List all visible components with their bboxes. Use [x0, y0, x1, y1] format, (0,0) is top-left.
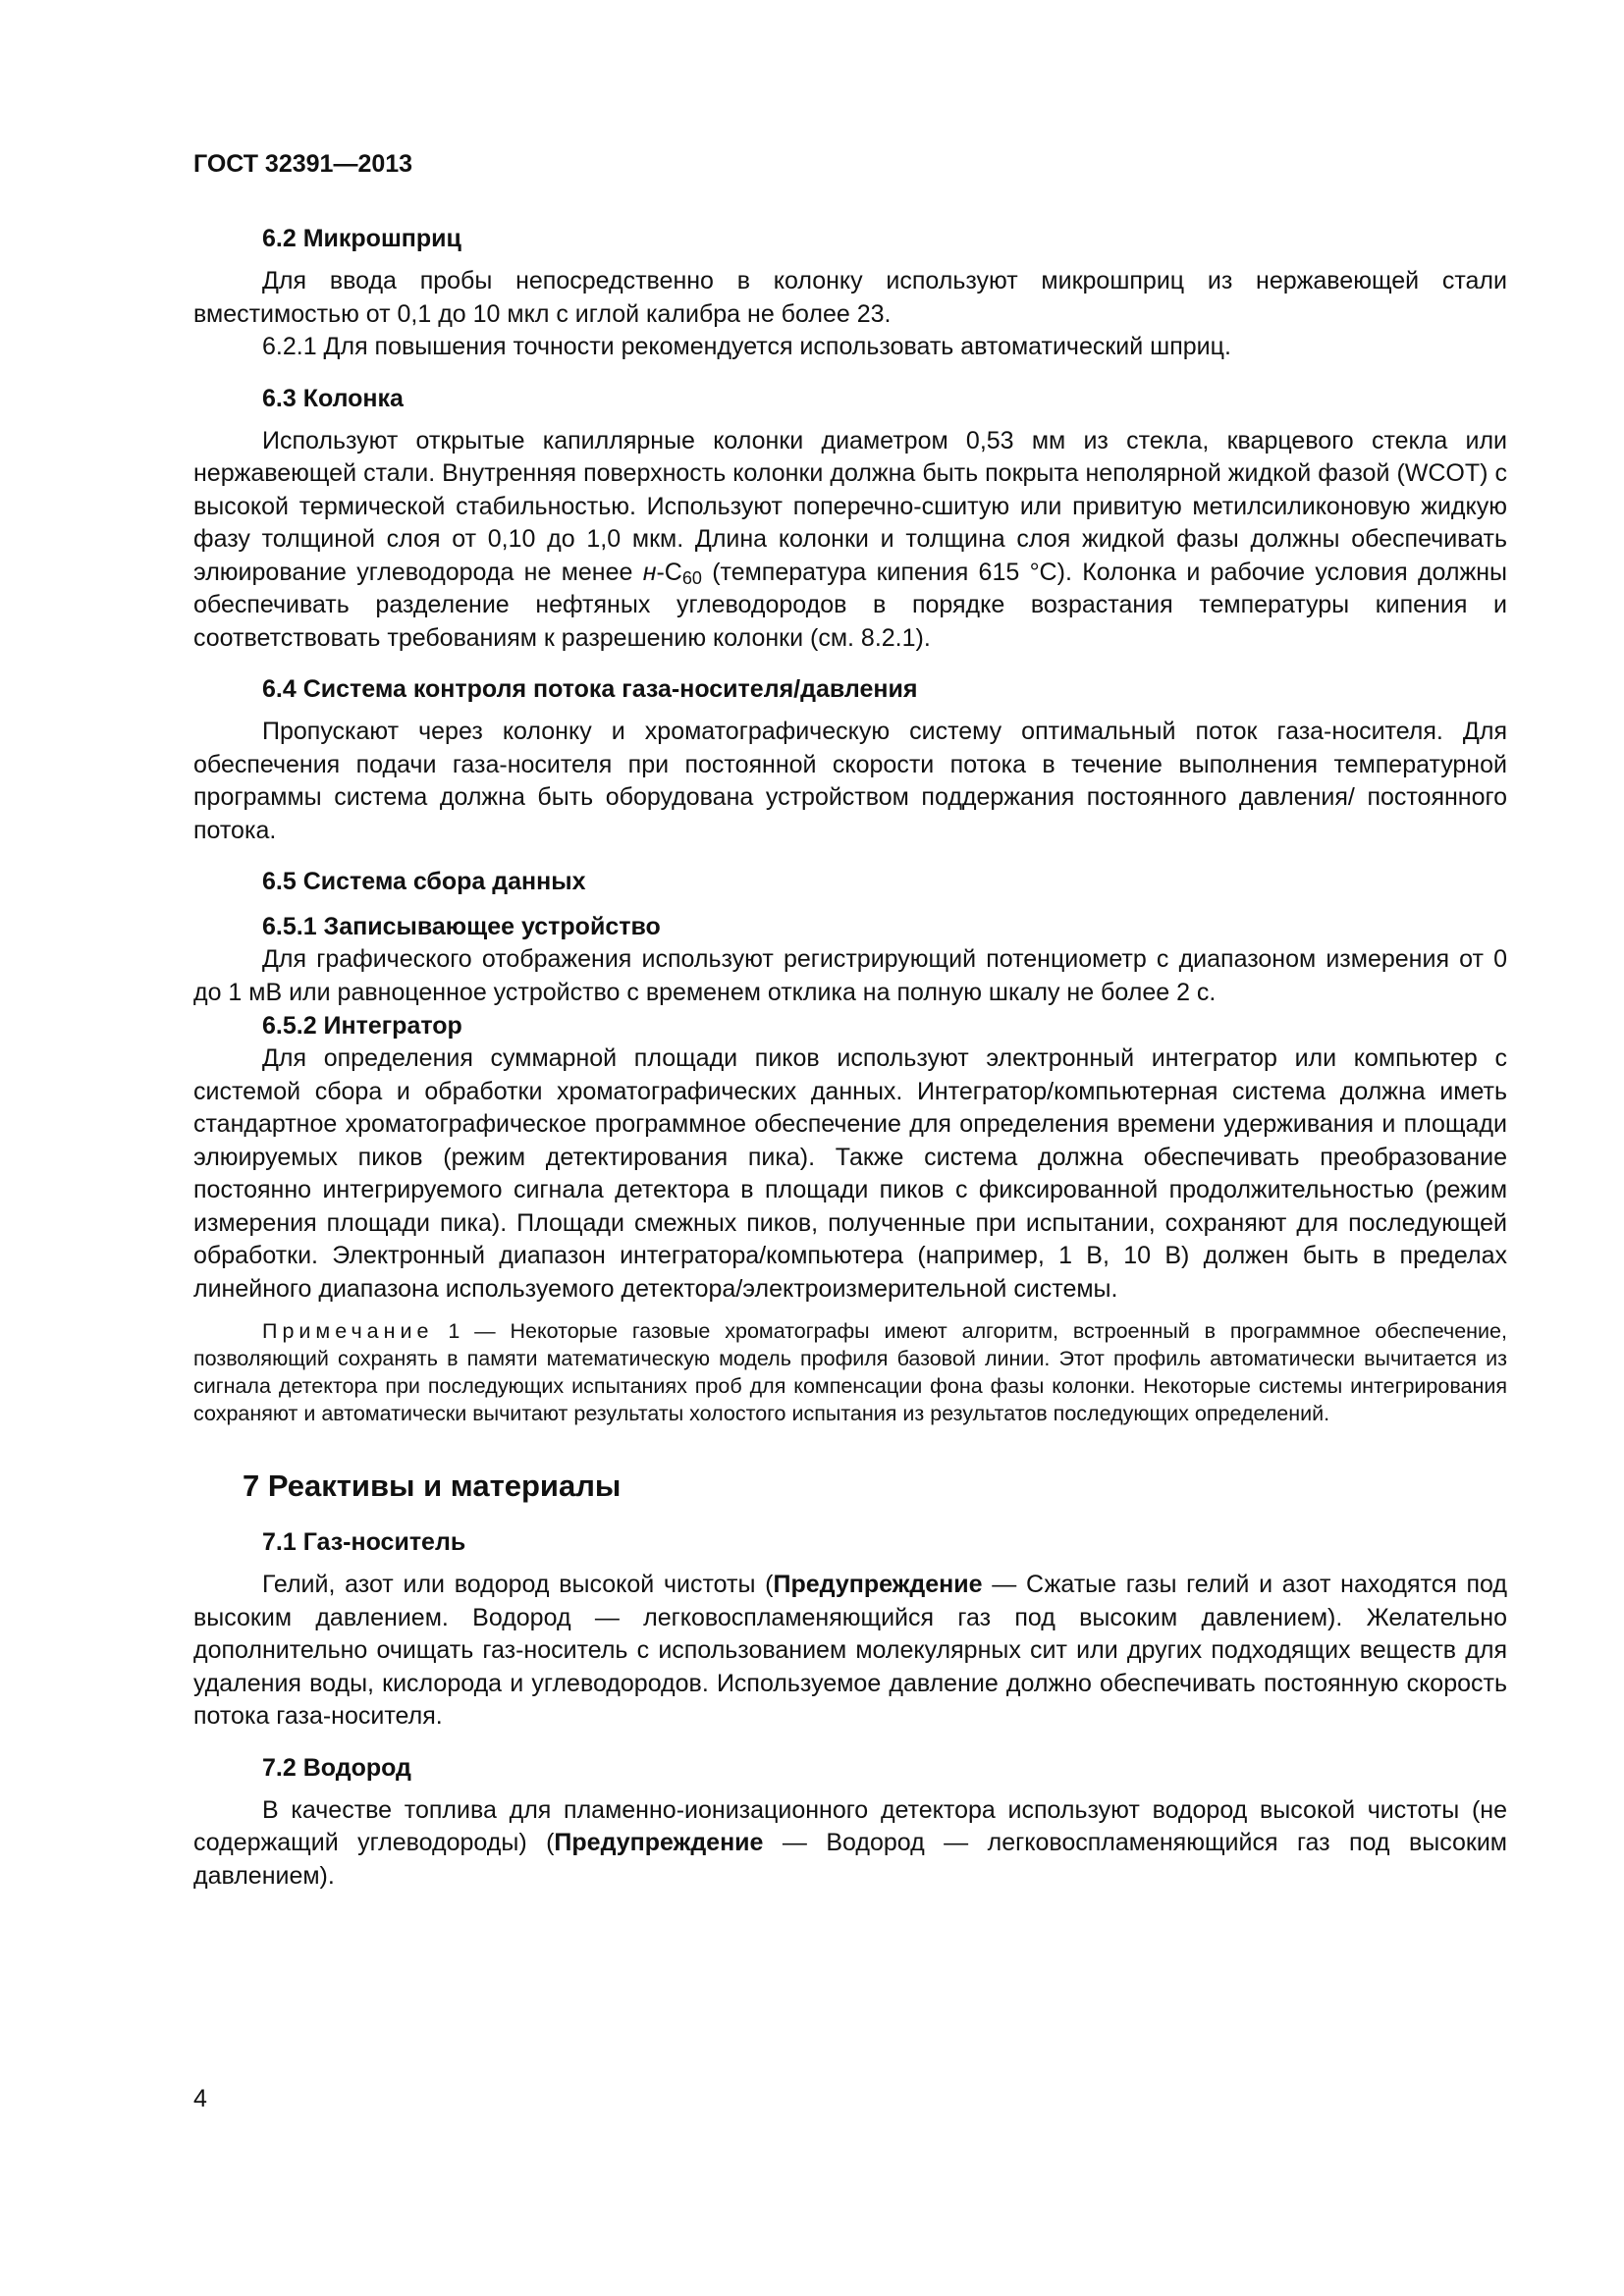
section-6-3-text-c: (температура кипения 615 °С). Колонка и рабочие условия должны обеспечивать разделение нефтяных углеводородов в порядке возрастания температуры кипения и соответствовать требованиям к разрешению колонки (см. 8.2.1).: [193, 558, 1507, 652]
section-6-4-paragraph: Пропускают через колонку и хроматографическую систему оптимальный поток газа-носителя. Для обеспечения подачи газа-носителя при постоянной скорости потока в течение выполнения температурной программы система должна быть оборудована устройством поддержания постоянного давления/ постоянного потока.: [193, 718, 1507, 844]
section-7-1-title: 7.1 Газ-носитель: [262, 1528, 466, 1556]
carbon-subscript: 60: [681, 567, 702, 588]
section-6-5-2-title: 6.5.2 Интегратор: [262, 1012, 462, 1040]
note-text: 1 — Некоторые газовые хроматографы имеют алгоритм, встроенный в программное обеспечение, позволяющий сохранять в памяти математическую модель профиля базовой линии. Этот профиль автоматически вычитается из сигнала детектора при последующих испытаниях проб для компенсации фона фазы колонки. Некоторые системы интегрирования сохраняют и автоматически вычитают результаты холостого испытания из результатов последующих определений.: [193, 1319, 1507, 1425]
section-7-1-text-a: Гелий, азот или водород высокой чистоты (: [262, 1571, 774, 1598]
section-6-2-title: 6.2 Микрошприц: [262, 225, 461, 252]
section-7-2-paragraph: [193, 1794, 1507, 1894]
section-6-5-1-paragraph: Для графического отображения используют регистрирующий потенциометр с диапазоном измерения от 0 до 1 мВ или равноценное устройство с временем отклика на полную шкалу не более 2 с.: [193, 945, 1507, 1006]
section-6-3-title: 6.3 Колонка: [262, 384, 404, 412]
section-6-3-text-a: Используют открытые капиллярные колонки диаметром 0,53 мм из стекла, кварцевого стекла или нержавеющей стали. Внутренняя поверхность колонки должна быть покрыта неполярной жидкой фазой (WCOT) с высокой термической стабильностью. Используют поперечно-сшитую или привитую метилсиликоновую жидкую фазу толщиной слоя от 0,10 до 1,0 мкм. Длина колонки и толщина слоя жидкой фазы должны обеспечивать элюирование углеводорода не менее: [193, 426, 1507, 586]
section-6-3-text-b: -C: [656, 558, 682, 586]
section-7-2-title: 7.2 Водород: [262, 1753, 411, 1782]
section-6-2-paragraph: Для ввода пробы непосредственно в колонку используют микрошприц из нержавеющей стали вместимостью от 0,1 до 10 мкл с иглой калибра не более 23.: [193, 267, 1507, 328]
section-6-5-2-paragraph: Для определения суммарной площади пиков используют электронный интегратор или компьютер с системой сбора и обработки хроматографических данных. Интегратор/компьютерная система должна иметь стандартное хроматографическое программное обеспечение для определения времени удерживания и площади элюируемых пиков (режим детектирования пика). Также система должна обеспечивать преобразование постоянно интегрируемого сигнала детектора в площади пиков с фиксированной продолжительностью (режим измерения площади пика). Площади смежных пиков, полученные при испытании, сохраняют для последующей обработки. Электронный диапазон интегратора/компьютера (например, 1 В, 10 В) должен быть в пределах линейного диапазона используемого детектора/электроизмерительной системы.: [193, 1044, 1507, 1303]
page-number: 4: [193, 2085, 207, 2112]
section-7-1-text-b: — Сжатые газы гелий и азот находятся под высоким давлением. Водород — легковоспламеняющийся газ под высоким давлением). Желательно дополнительно очищать газ-носитель с использованием молекулярных сит или других подходящих веществ для удаления воды, кислорода и углеводородов. Используемое давление должно обеспечивать постоянную скорость потока газа-носителя.: [193, 1571, 1507, 1730]
section-6-5-1-title: 6.5.1 Записывающее устройство: [262, 913, 661, 940]
warning-label: Предупреждение: [554, 1829, 764, 1856]
main-content: [193, 222, 1507, 1893]
section-7-1-paragraph: [193, 1569, 1507, 1734]
section-6-4-title: 6.4 Система контроля потока газа-носителя/давления: [262, 675, 918, 703]
section-6-5-title: 6.5 Система сбора данных: [262, 868, 586, 895]
section-7-2-text-a: В качестве топлива для пламенно-ионизационного детектора используют водород высокой чистоты (не содержащий углеводороды) (: [193, 1795, 1507, 1856]
section-6-3-paragraph: [193, 425, 1507, 656]
n-prefix-italic: н: [642, 558, 657, 586]
section-7-2-text-b: — Водород — легковоспламеняющийся газ под высоким давлением).: [193, 1829, 1507, 1890]
section-6-2-1-paragraph: 6.2.1 Для повышения точности рекомендуется использовать автоматический шприц.: [262, 333, 1231, 360]
section-7-title: 7 Реактивы и материалы: [243, 1468, 622, 1503]
note-label: Примечание: [262, 1319, 434, 1343]
document-code-header: ГОСТ 32391—2013: [193, 150, 413, 178]
note-1: [193, 1317, 1507, 1427]
warning-label: Предупреждение: [773, 1571, 983, 1598]
